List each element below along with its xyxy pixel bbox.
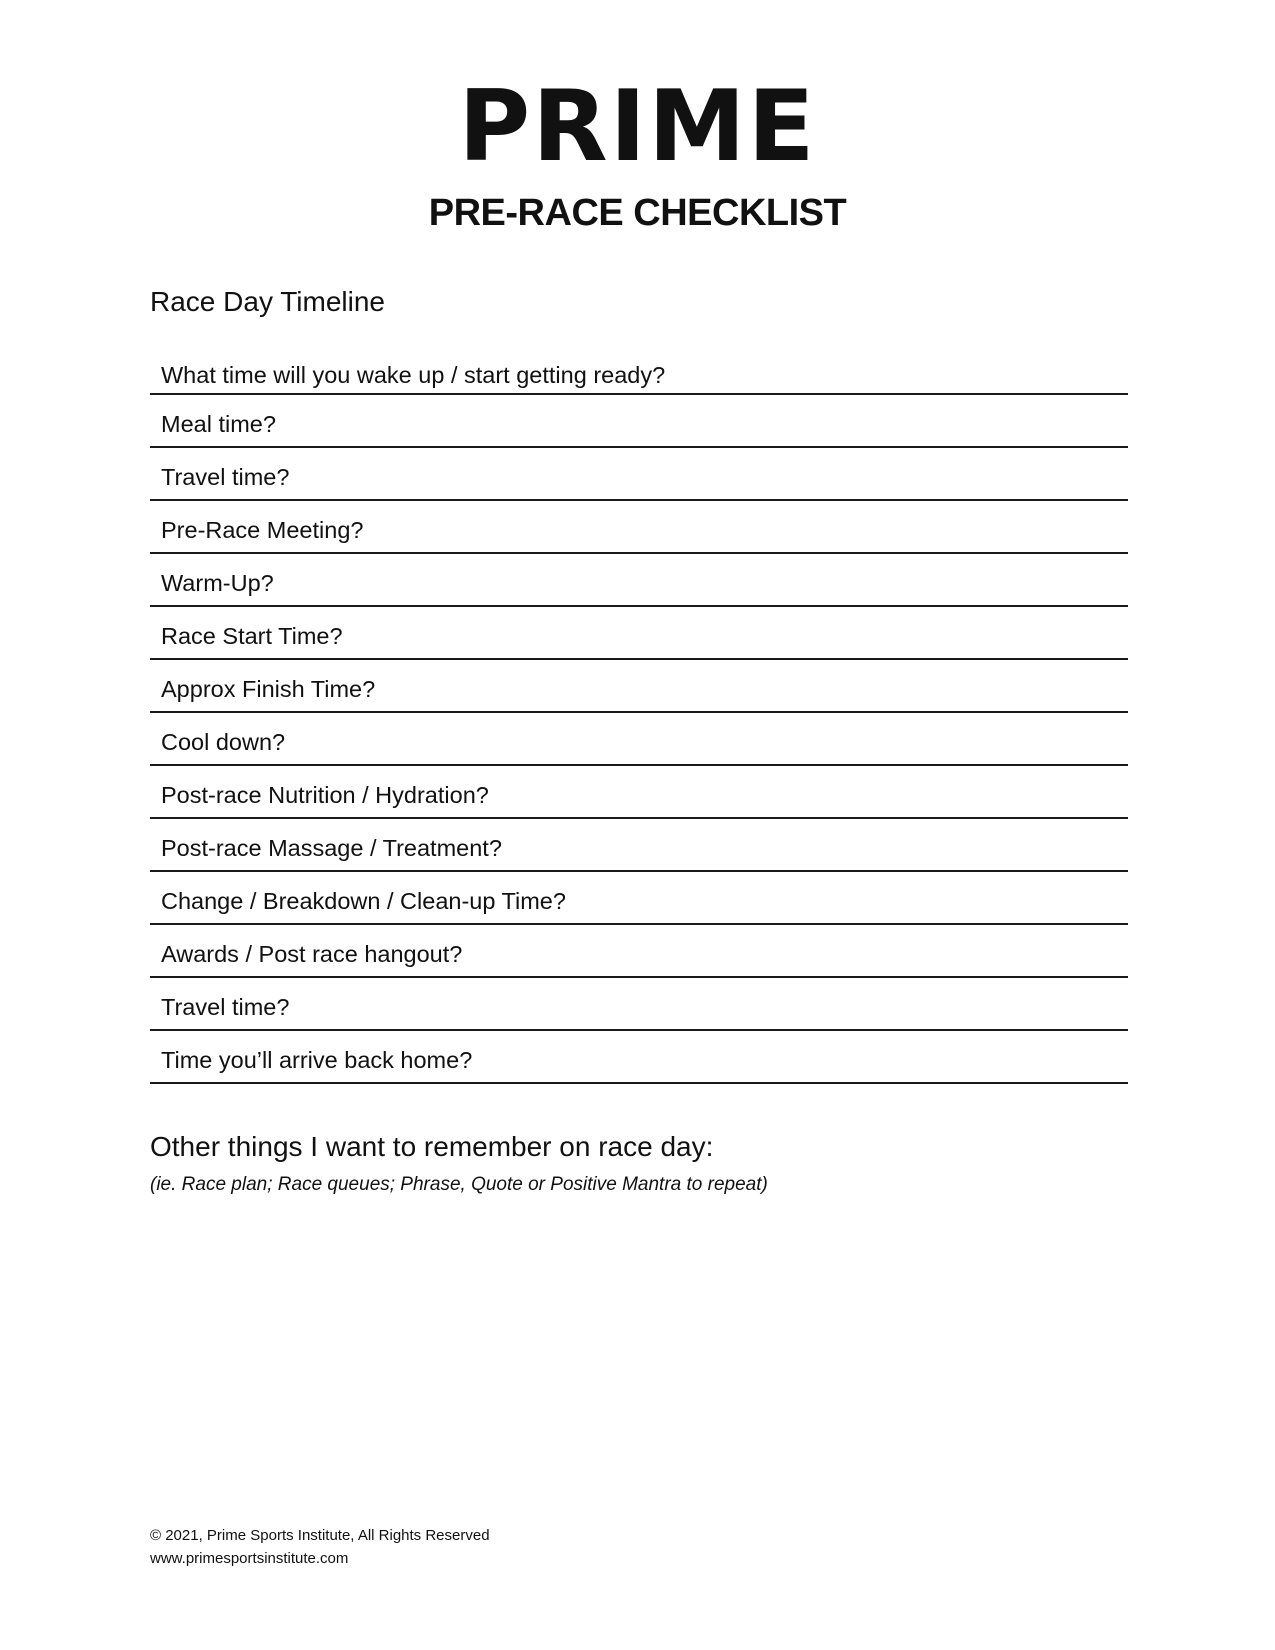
notes-heading: Other things I want to remember on race day: — [150, 1131, 714, 1162]
timeline-row-label: Awards / Post race hangout? — [161, 941, 463, 967]
timeline-row[interactable] — [150, 925, 1128, 978]
timeline-row-label: Race Start Time? — [161, 623, 343, 649]
timeline-row-label: Travel time? — [161, 464, 290, 490]
timeline-row-label: Time you’ll arrive back home? — [161, 1047, 473, 1073]
timeline-list — [150, 345, 1128, 1084]
timeline-row-label: Post-race Nutrition / Hydration? — [161, 782, 489, 808]
footer — [150, 1524, 490, 1570]
notes-subheading: (ie. Race plan; Race queues; Phrase, Quote or Positive Mantra to repeat) — [150, 1174, 768, 1195]
timeline-row[interactable] — [150, 554, 1128, 607]
timeline-row[interactable] — [150, 978, 1128, 1031]
timeline-row-label: Post-race Massage / Treatment? — [161, 835, 502, 861]
copyright-text: © 2021, Prime Sports Institute, All Rights Reserved — [150, 1527, 490, 1544]
timeline-row[interactable] — [150, 1031, 1128, 1084]
timeline-row[interactable] — [150, 345, 1128, 395]
timeline-row-label: Meal time? — [161, 411, 276, 437]
timeline-row-label: Pre-Race Meeting? — [161, 517, 364, 543]
prime-logo — [445, 70, 830, 184]
timeline-row[interactable] — [150, 607, 1128, 660]
timeline-row-label: What time will you wake up / start getting ready? — [161, 362, 666, 388]
timeline-row-label: Cool down? — [161, 729, 286, 755]
timeline-heading: Race Day Timeline — [150, 286, 385, 317]
timeline-row-label: Approx Finish Time? — [161, 676, 376, 702]
timeline-row-label: Change / Breakdown / Clean-up Time? — [161, 888, 566, 914]
timeline-row-label: Warm-Up? — [161, 570, 274, 596]
timeline-row[interactable] — [150, 766, 1128, 819]
timeline-row[interactable] — [150, 819, 1128, 872]
timeline-row[interactable] — [150, 872, 1128, 925]
website-link[interactable]: www.primesportsinstitute.com — [150, 1550, 349, 1567]
page-title: PRE-RACE CHECKLIST — [428, 192, 847, 234]
timeline-row-label: Travel time? — [161, 994, 290, 1020]
timeline-row[interactable] — [150, 448, 1128, 501]
logo-wordmark: PRIME — [458, 70, 817, 184]
timeline-row[interactable] — [150, 660, 1128, 713]
timeline-row[interactable] — [150, 395, 1128, 448]
timeline-row[interactable] — [150, 713, 1128, 766]
timeline-row[interactable] — [150, 501, 1128, 554]
